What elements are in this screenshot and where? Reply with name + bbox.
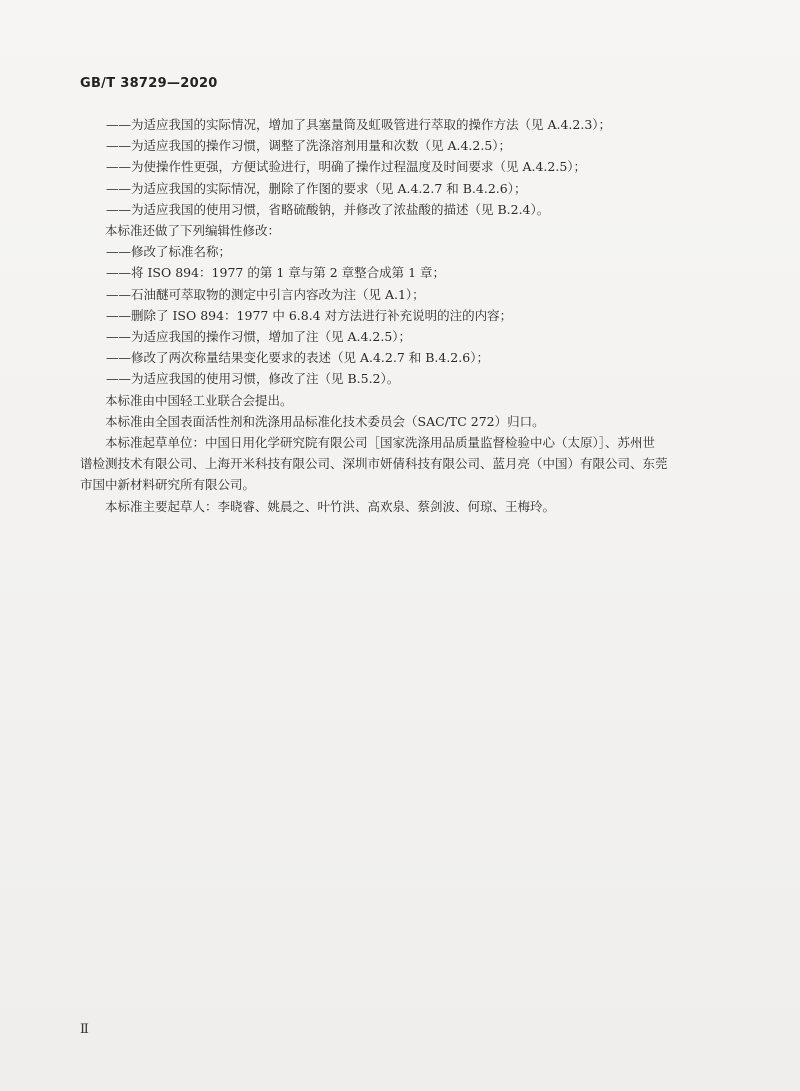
paragraph-line: 本标准主要起草人：李晓睿、姚晨之、叶竹洪、高欢泉、蔡剑波、何琼、王梅玲。 [105,498,556,514]
paragraph-line: 本标准起草单位：中国日用化学研究院有限公司［国家洗涤用品质量监督检验中心（太原）］、苏州世 [105,435,656,451]
list-item: ——为适应我国的实际情况，增加了具塞量筒及虹吸管进行萃取的操作方法（见 A.4.2.3）； [106,117,612,132]
list-item: ——为适应我国的实际情况，删除了作图的要求（见 A.4.2.7 和 B.4.2.6）； [106,180,527,196]
list-item: ——为适应我国的操作习惯，调整了洗涤溶剂用量和次数（见 A.4.2.5）； [106,138,512,154]
list-item: ——为适应我国的使用习惯，修改了注（见 B.5.2）。 [106,371,400,387]
list-item: ——修改了两次称量结果变化要求的表述（见 A.4.2.7 和 B.4.2.6）； [106,350,489,366]
standard-code-header: GB/T 38729—2020 [80,76,218,91]
paragraph-line: 本标准由中国轻工业联合会提出。 [105,392,293,408]
paragraph-line: 本标准还做了下列编辑性修改： [105,223,281,239]
list-item: ——删除了 ISO 894：1977 中 6.8.4 对方法进行补充说明的注的内容； [106,307,513,323]
list-item: ——石油醚可萃取物的测定中引言内容改为注（见 A.1）； [106,286,425,302]
list-item: ——修改了标准名称； [106,244,232,260]
list-item: ——为使操作性更强，方便试验进行，明确了操作过程温度及时间要求（见 A.4.2.5）； [106,159,587,175]
list-item: ——将 ISO 894：1977 的第 1 章与第 2 章整合成第 1 章； [106,265,446,281]
paragraph-line: 本标准由全国表面活性剂和洗涤用品标准化技术委员会（SAC/TC 272）归口。 [105,413,545,429]
paragraph-continuation: 谱检测技术有限公司、上海开米科技有限公司、深圳市妍倩科技有限公司、蓝月亮（中国）有限公司、东莞 [80,456,668,472]
document-body [80,114,720,517]
page-number: Ⅱ [80,1022,89,1037]
paragraph-continuation: 市国中新材料研究所有限公司。 [80,477,256,493]
list-item: ——为适应我国的操作习惯，增加了注（见 A.4.2.5）； [106,329,412,345]
list-item: ——为适应我国的使用习惯，省略硫酸钠，并修改了浓盐酸的描述（见 B.2.4）。 [106,201,550,217]
